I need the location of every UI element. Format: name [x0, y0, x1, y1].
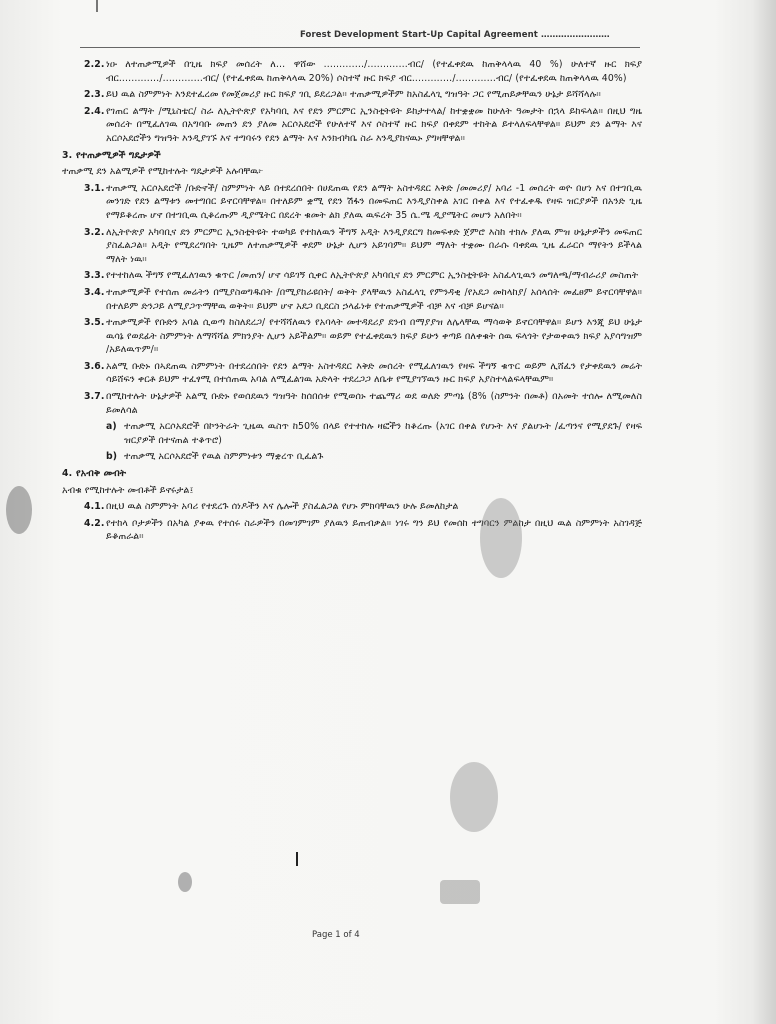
clause-number: a) [106, 421, 117, 433]
clause-text: ተጠቃሚዎች የተሰጠ መሬትን በሚያስወግዱበት /በሚያከራዩበት/ ወቅት ያላቸዉን አስፈላጊ የምንዳቂ /የአደጋ መከላከያ/ አሰላሰት መፈፀም ይኖርባቸዋል። በተለይም ድንጋይ ለሚያጋጥማቸዉ ወቅት። ይህም ሆኖ አደጋ ቢደርስ ኃላፊነቱ የተጠቃሚዎች ብቻ እና ብቻ ይሆናል። [106, 286, 642, 312]
clause-text: ለኢትዮጵያ አካባቢና ደን ምርምር ኢንስቲትዩት ተወካይ የተከለዉን ችግኝ አዲት እንዲያደርግ ከመፍቀድ ጀምሮ እስከ ተክሉ ያለዉ ምዝ ሁኔታዎችን መፍጠር ያስፈልጋል። አዲት የሚደረግበት ጊዜም ለተጠቃሚዎች ቀደም ሁኔታ ሊሆን አይገባም። ይህም ማለት ተቋሙ በራሱ ባቀደዉ ጊዜ ፈራርሶ ማየትን ይችላል ማለት ነዉ። [106, 226, 642, 265]
clause-number: 3.4. [84, 286, 105, 298]
clause-number: 3.6. [84, 360, 105, 372]
clause-number: 3. [62, 149, 73, 161]
clause-item [62, 58, 642, 85]
clause-number: 4.1. [84, 501, 105, 513]
clause-text: ተጠቃሚ ደን አልሚዎች የሚከተሉት ግዴታዎች አሉባቸዉ፦ [62, 166, 264, 178]
clause-item [62, 420, 642, 447]
scan-corner-mark [96, 0, 98, 12]
ink-blot-bottom [178, 872, 192, 892]
clause-item [62, 269, 642, 283]
clause-item [62, 500, 642, 514]
clause-text: ነዑ ለተጠቃሚዎች በጊዜ ክፍያ መሰረት ለ… ዋሸው ..........…/..........…ብር/ (የተፈቀደዉ ከጠቅላላዉ 40 %) ሁለተኛ ዙር ክፍያ ብር..........…/..........…ብር/ (የተፈቀደዉ ከጠቅላላዉ 20%) ሶስተኛ ዙር ክፍያ ብር..........…/..........…ብር/ (የተፈቀደዉ ከጠቅላላዉ 40%) [106, 59, 642, 84]
clause-number: 3.5. [84, 317, 105, 329]
clause-text: ተጠቃሚ አርሶአደሮች በኮንትራት ጊዜዉ ዉስጥ ከ50% በላይ የተተከሉ ዛፎችን ከቆረጡ (አገር በቀል የሆኑት እና ያልሆኑት /ፈጣንና የሚያደጉ/ የዛፍ ዝርያዎች በተናጠል ተቆጥሮ) [124, 421, 642, 446]
clause-text: አልሚ ቡድኑ በኣደጠዉ ስምምነት በተደረሰበት የደን ልማት አስተዳደር እቅድ መሰረት የሚፈለገዉን የዛፍ ችግኝ ቁጥር ወይም ሊሸፈን የታቀደዉን መሬት ሳይሸፍን ቀርቶ ይህም ተፈፃሚ በተሰጠዉ አባል ለሚፈልገዉ አድላት ተደረጋጋ ለቤቱ የሚያገኘዉን ዙር ክፍያ አያስተላልፍላቸዉም። [106, 360, 642, 386]
clause-number: 3.3. [84, 270, 105, 282]
ink-blot-left [6, 486, 32, 534]
clause-text: የተከላ ቦታዎችን በአካል ያቀዉ የተሰሩ ስራዎችን በመገምገም ያለዉን ይጠብቃል። ነገሩ ግን ይህ የመሰከ ተግባርን ምልከታ በዚህ ዉል ስምምነት አስገዳጅ ይቆጠራል። [106, 517, 642, 543]
clause-text: የተጠቃሚዎች ግዴታዎች [76, 149, 161, 161]
scan-tick-mark [296, 852, 298, 866]
clause-text: የገጠር ልማት /ሚኒስቴር/ ስራ ለኢትዮጵያ የአካባቢ እና የደን ምርምር ኢንስቲትዩት ይከታተላል/ ከተቋቋመ ከሁለት ዓመታት በኋላ ይከፍላል። በዚህ ግዜ መሰረት በሚፈለገዉ በአግባቡ መጠን ደን ያለመ አርሶአደሮች የሁለተኛ እና ሶስተኛ ዙር ክፍያ በቀደም ተከትል ይተላለፍላቸዋል። ይህም ደን ልማት እና አርሶአደሮችን ግዝዓት እንዲያገኙ እና ተግባሩን የደን ልማት እና እንክብካቤ ስራ እንዲያከናዉኑ ያግዛቸዋል። [106, 105, 642, 144]
clause-number: 4.2. [84, 517, 105, 529]
clause-number: 3.1. [84, 182, 105, 194]
clause-item [62, 517, 642, 544]
document-body [62, 58, 642, 547]
section-heading [62, 149, 642, 163]
clause-text: የአብቅ መብት [76, 468, 127, 480]
clause-item [62, 450, 642, 464]
ink-blot-stamp-1 [480, 498, 522, 578]
clause-number: 3.7. [84, 391, 105, 403]
clause-item [62, 88, 642, 102]
clause-number: 3.2. [84, 226, 105, 238]
clause-item [62, 286, 642, 313]
clause-item [62, 360, 642, 387]
clause-number: b) [106, 451, 118, 463]
clause-item [62, 182, 642, 223]
clause-text: ተጠቃሚ አርሶአደሮች የዉል ስምምነቱን ማቋረጥ ቢፈልጉ [124, 451, 324, 463]
clause-text: በሚከተሉት ሁኔታዎች አልሚ ቡድኑ የወሰደዉን ግዝዓት ከሰበሰቱ የሚወሰኑ ተጨማሪ ወደ ወለድ ምጣኔ (8% (ስምንት በመቶ) በአመት ተሰሎ ለሚመለስ ይመለሳል [106, 391, 642, 416]
clause-item [62, 390, 642, 417]
header-title: Forest Development Start-Up Capital Agreement [300, 30, 538, 40]
clause-text: ተጠቃሚዎች የቡድን አባል ሲወጣ ከስለደረጋ/ የተሻሻለዉን የአባላት መተዳደሪያ ደንብ በማያያዝ ለሌላቸዉ ማሳወቅ ይኖርባቸዋል። ይሆን እንጂ ይህ ሁኔታ ዉሳኔ የወደፊት ስምምነት ለማሻሻል ምክንያት ሊሆን አይችልም። ወይም የተፈቀደዉን ክፍያ ይሁን ቀጣይ በለቀቁት ሰዉ ፍላጎት የታወቀዉን ክፍያ አያሳግዝም /አይለዉጥም/። [106, 317, 642, 356]
smudge-bottom [440, 880, 480, 904]
section-heading [62, 467, 642, 481]
clause-number: 4. [62, 468, 73, 480]
clause-item [62, 105, 642, 146]
clause-text: ይህ ዉል ስምምነት እንደተፈረመ የመጀመሪያ ዙር ክፍያ ገቢ ይደረጋል። ተጠቃሚዎችም ከአስፈላጊ ግዝዓት ጋር የሚጠይቃቸዉን ሁኔታ ይሻሻላሉ። [106, 89, 601, 101]
section-intro [62, 484, 642, 498]
clause-item [62, 316, 642, 357]
page-number: Page 1 of 4 [312, 930, 360, 940]
clause-text: በዚህ ዉል ስምምነት አባሪ የተደረጉ ሰነዶችን እና ሌሎች ያስፈልጋል የሆኑ ምክባቸዉን ሁሉ ይመለከታል [106, 501, 459, 513]
clause-text: የተተከለዉ ችግኝ የሚፈለገዉን ቁጥር /መጠን/ ሆኖ ሳይገኝ ሲቀር ለኢትዮጵያ አካባቢና ደን ምርምር ኢንስቲትዩት አስፈላጊዉን መግለጫ/ማብራሪያ መስጠት [106, 270, 639, 282]
page-edge-shadow [754, 0, 776, 1024]
section-intro [62, 165, 642, 179]
clause-number: 2.3. [84, 89, 105, 101]
clause-text: አብቁ የሚከተሉት መብቶች ይኖሩታል፤ [62, 484, 194, 496]
clause-text: ተጠቃሚ አርሶአደሮች /ቡድኖች/ ስምምነት ላይ በተደረሰበት በሀደጠዉ የደን ልማት አስተዳደር እቅድ /መመሪያ/ አባሪ -1 መሰረት ወዮ በሆነ እና በተገቢዉ መንገድ የደን ልማቱን መተግበር ይኖርባቸዋል። በተለይም ቋሚ የደን ሽፋን በመፍጠር እንዲያስቀል አገር በቀል እና የተፈቀዱ የዛፍ ዝርያዎች በአንድ ጊዜ የማይቆረጡ ሆኖ በተገቢዉ ሲቆረጡም ዲያሜትር በደረት ቁመት ልክ ያለዉ ዉፍረት 35 ሴ.ሜ ዲያሜትር መሆን አለበት። [106, 182, 642, 221]
header-rule [80, 47, 640, 48]
ink-blot-stamp-2 [450, 762, 498, 832]
page-header [300, 30, 620, 40]
clause-item [62, 226, 642, 267]
clause-number: 2.2. [84, 59, 105, 70]
clause-number: 2.4. [84, 105, 105, 117]
header-blank: …………………… [540, 30, 610, 40]
